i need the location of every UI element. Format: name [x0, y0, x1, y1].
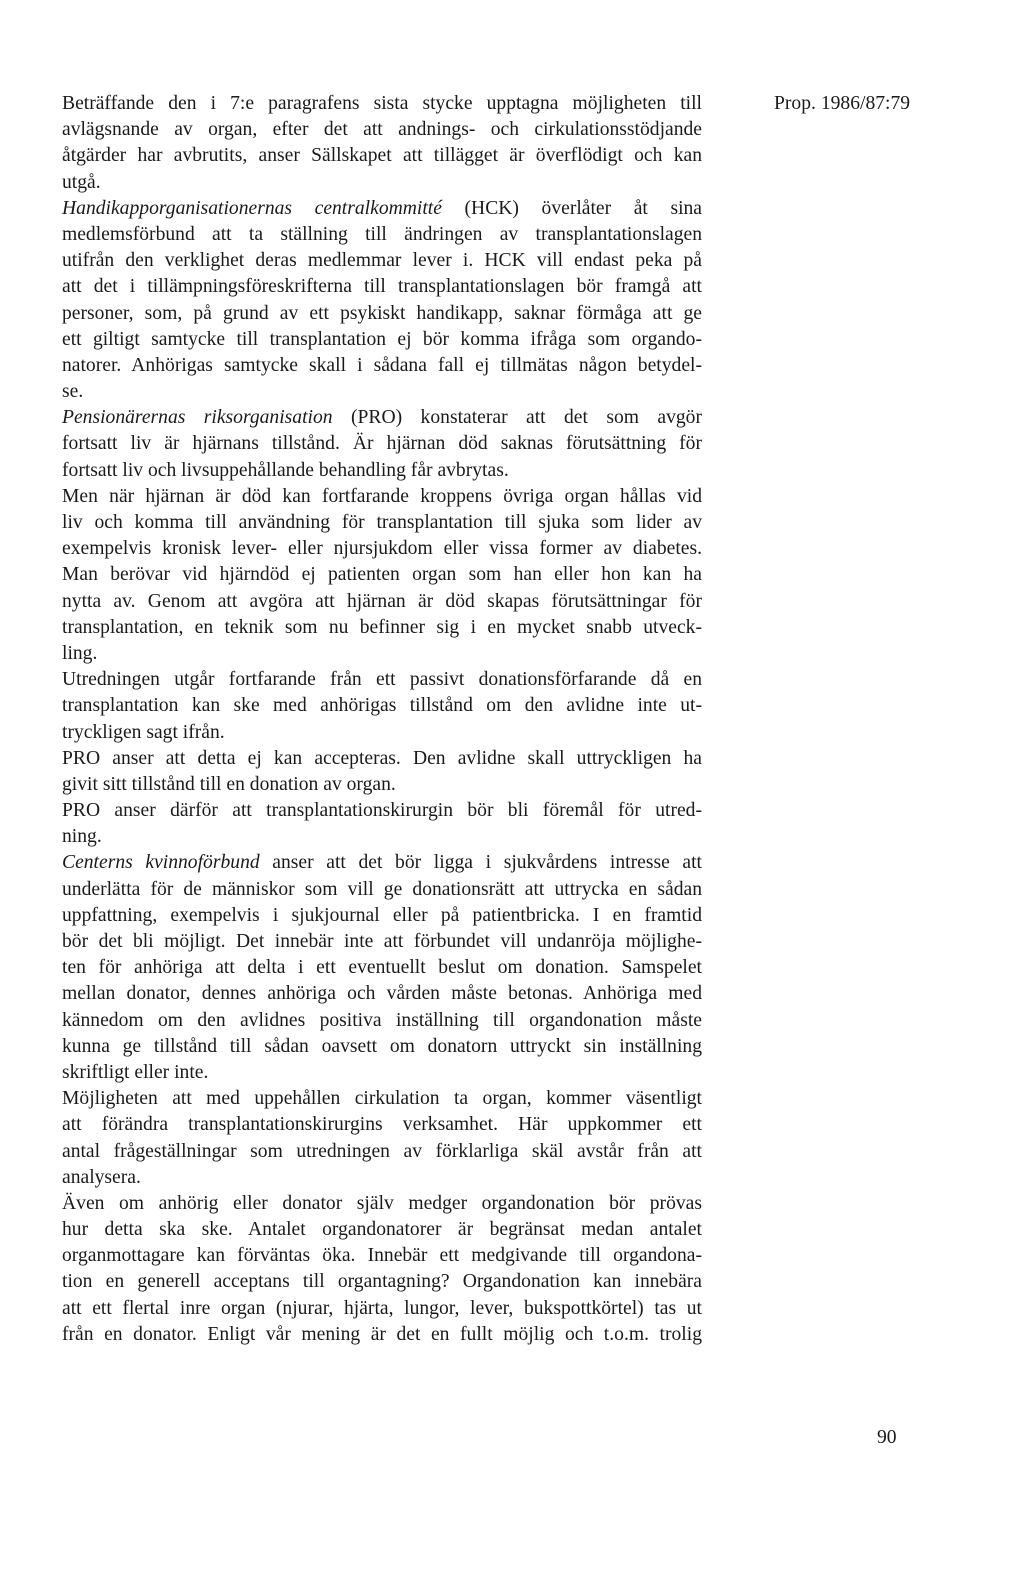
- text-segment: kunna ge tillstånd till sådan oavsett om donatorn uttryckt sin inställning: [62, 1035, 702, 1057]
- text-segment: Man berövar vid hjärndöd ej patienten organ som han eller hon kan ha: [62, 564, 702, 586]
- text-line: [62, 196, 702, 222]
- text-line: [62, 850, 702, 876]
- organisation-name: Centerns kvinnoförbund: [62, 852, 260, 874]
- text-segment: att ett flertal inre organ (njurar, hjärta, lungor, lever, bukspottkörtel) tas ut: [62, 1297, 702, 1319]
- text-line: [62, 1165, 702, 1191]
- text-line: [62, 641, 702, 667]
- text-segment: organmottagare kan förväntas öka. Innebär ett medgivande till organdona-: [62, 1245, 702, 1267]
- text-line: [62, 746, 702, 772]
- text-segment: avlägsnande av organ, efter det att andnings- och cirkulationsstödjande: [62, 119, 702, 141]
- text-line: [62, 877, 702, 903]
- text-line: [62, 1139, 702, 1165]
- text-line: [62, 353, 702, 379]
- text-segment: bör det bli möjligt. Det innebär inte att förbundet vill undanröja möjlighe-: [62, 931, 702, 952]
- text-line: [62, 1112, 702, 1138]
- text-line: [62, 955, 702, 981]
- text-line: [62, 405, 702, 431]
- page-number: 90: [877, 1427, 897, 1448]
- text-line: [62, 458, 702, 484]
- text-line: [62, 903, 702, 929]
- text-line: [62, 589, 702, 615]
- text-line: [62, 772, 702, 798]
- text-segment: hur detta ska ske. Antalet organdonatorer är begränsat medan antalet: [62, 1219, 702, 1241]
- text-segment: åtgärder har avbrutits, anser Sällskapet att tillägget är överflödigt och kan: [62, 145, 702, 167]
- text-segment: nytta av. Genom att avgöra att hjärnan är död skapas förutsättningar för: [62, 590, 702, 612]
- text-segment: PRO anser därför att transplantationskirurgin bör bli föremål för utred-: [62, 800, 702, 822]
- text-segment: utifrån den verklighet deras medlemmar lever i. HCK vill endast peka på: [62, 250, 702, 272]
- text-segment: fortsatt liv är hjärnans tillstånd. Är hjärnan död saknas förutsättning för: [62, 433, 702, 455]
- text-segment: givit sitt tillstånd till en donation av organ.: [62, 773, 396, 795]
- text-line: [62, 1034, 702, 1060]
- text-segment: PRO anser att detta ej kan accepteras. Den avlidne skall uttryckligen ha: [62, 747, 702, 769]
- proposition-reference: Prop. 1986/87:79: [774, 93, 911, 114]
- text-line: [62, 720, 702, 746]
- text-segment: tion en generell acceptans till organtagning? Organdonation kan innebära: [62, 1271, 702, 1293]
- text-line: [62, 981, 702, 1007]
- organisation-name: Handikapporganisationernas centralkommitté: [62, 197, 442, 219]
- text-segment: anser att det bör ligga i sjukvårdens intresse att: [259, 852, 702, 874]
- text-segment: medlemsförbund att ta ställning till ändringen av transplantationslagen: [62, 223, 702, 245]
- text-segment: utgå.: [62, 171, 101, 193]
- text-line: [62, 274, 702, 300]
- text-line: [62, 1243, 702, 1269]
- text-segment: ning.: [62, 826, 102, 848]
- text-segment: se.: [62, 381, 84, 403]
- text-segment: ling.: [62, 642, 98, 664]
- text-line: [62, 301, 702, 327]
- text-line: [62, 693, 702, 719]
- text-line: [62, 327, 702, 353]
- text-line: [62, 1086, 702, 1112]
- text-segment: Men när hjärnan är död kan fortfarande kroppens övriga organ hållas vid: [62, 485, 702, 507]
- text-segment: mellan donator, dennes anhöriga och vården måste betonas. Anhöriga med: [62, 983, 702, 1005]
- text-line: [62, 91, 702, 117]
- text-line: [62, 510, 702, 536]
- text-segment: ten för anhöriga att delta i ett eventuellt beslut om donation. Samspelet: [62, 957, 702, 979]
- text-segment: kännedom om den avlidnes positiva inställning till organdonation måste: [62, 1009, 702, 1031]
- text-segment: uppfattning, exempelvis i sjukjournal eller på patientbricka. I en framtid: [62, 904, 702, 926]
- text-segment: att det i tillämpningsföreskrifterna till transplantationslagen bör framgå att: [62, 276, 702, 298]
- text-segment: Utredningen utgår fortfarande från ett passivt donationsförfarande då en: [62, 669, 702, 691]
- text-line: [62, 1008, 702, 1034]
- text-segment: antal frågeställningar som utredningen av förklarliga skäl avstår från att: [62, 1140, 702, 1162]
- text-line: [62, 1322, 702, 1348]
- text-segment: exempelvis kronisk lever- eller njursjukdom eller vissa former av diabetes.: [62, 538, 702, 560]
- text-line: [62, 1296, 702, 1322]
- text-segment: Möjligheten att med uppehållen cirkulation ta organ, kommer väsentligt: [62, 1088, 702, 1110]
- text-segment: ett giltigt samtycke till transplantation ej bör komma ifråga som orgando-: [62, 328, 702, 350]
- body-text: [62, 91, 702, 1348]
- text-line: [62, 562, 702, 588]
- text-line: [62, 1217, 702, 1243]
- text-line: [62, 170, 702, 196]
- text-segment: personer, som, på grund av ett psykiskt handikapp, saknar förmåga att ge: [62, 302, 702, 324]
- text-line: [62, 824, 702, 850]
- text-line: [62, 248, 702, 274]
- text-segment: Beträffande den i 7:e paragrafens sista stycke upptagna möjligheten till: [62, 93, 702, 114]
- text-line: [62, 1060, 702, 1086]
- text-segment: natorer. Anhörigas samtycke skall i sådana fall ej tillmätas någon betydel-: [62, 354, 702, 376]
- text-line: [62, 379, 702, 405]
- text-segment: transplantation kan ske med anhörigas tillstånd om den avlidne inte ut-: [62, 695, 702, 717]
- text-line: [62, 117, 702, 143]
- text-segment: liv och komma till användning för transplantation till sjuka som lider av: [62, 512, 702, 533]
- text-line: [62, 798, 702, 824]
- text-segment: Även om anhörig eller donator själv medger organdonation bör prövas: [62, 1192, 702, 1214]
- text-line: [62, 143, 702, 169]
- text-line: [62, 929, 702, 955]
- text-segment: analysera.: [62, 1166, 141, 1188]
- text-line: [62, 222, 702, 248]
- text-segment: transplantation, en teknik som nu befinner sig i en mycket snabb utveck-: [62, 616, 702, 638]
- text-segment: underlätta för de människor som vill ge donationsrätt att uttrycka en sådan: [62, 878, 702, 900]
- text-segment: att förändra transplantationskirurgins verksamhet. Här uppkommer ett: [62, 1114, 702, 1136]
- text-segment: skriftligt eller inte.: [62, 1061, 209, 1083]
- text-line: [62, 431, 702, 457]
- text-line: [62, 1269, 702, 1295]
- text-segment: från en donator. Enligt vår mening är det en fullt möjlig och t.o.m. trolig: [62, 1323, 702, 1345]
- text-segment: tryckligen sagt ifrån.: [62, 721, 225, 743]
- text-segment: (PRO) konstaterar att det som avgör: [332, 407, 702, 429]
- text-line: [62, 484, 702, 510]
- text-line: [62, 536, 702, 562]
- text-line: [62, 615, 702, 641]
- organisation-name: Pensionärernas riksorganisation: [62, 407, 333, 429]
- text-segment: fortsatt liv och livsuppehållande behandling får avbrytas.: [62, 459, 509, 481]
- text-line: [62, 667, 702, 693]
- text-line: [62, 1191, 702, 1217]
- text-segment: (HCK) överlåter åt sina: [441, 197, 703, 219]
